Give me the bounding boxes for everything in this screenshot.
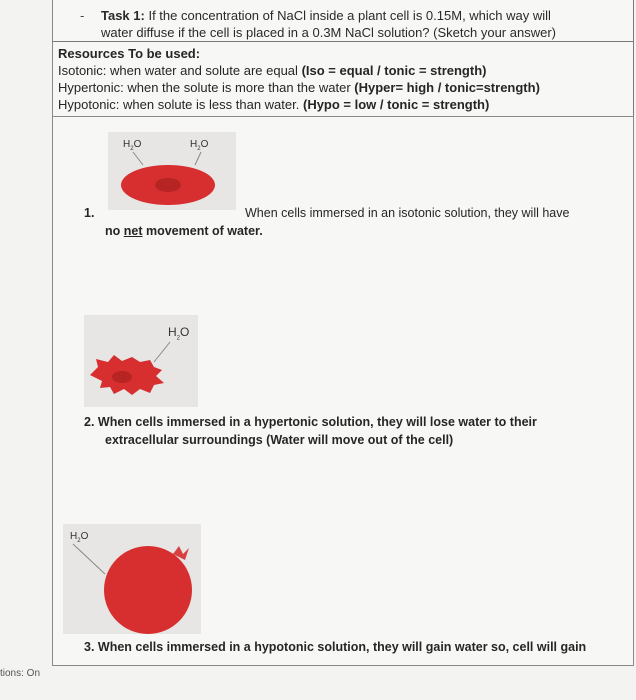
task-label: Task 1: xyxy=(101,8,145,23)
h2o-label: $H_2O$ xyxy=(168,325,190,342)
hypertonic-cell-figure xyxy=(84,315,198,407)
h2o-label: $H_2O$ xyxy=(123,139,142,152)
item-1-line2: no net movement of water. xyxy=(105,224,263,238)
resource-isotonic: Isotonic: when water and solute are equal (Iso = equal / tonic = strength) xyxy=(58,63,487,78)
task-question xyxy=(101,7,621,41)
task-line2: water diffuse if the cell is placed in a 0.3M NaCl solution? (Sketch your answer) xyxy=(101,25,556,40)
h2o-label: $H_2O$ xyxy=(190,139,209,152)
resources-title: Resources To be used: xyxy=(58,46,201,61)
item-2-line2: extracellular surroundings (Water will move out of the cell) xyxy=(105,433,454,447)
item-2-line1: 2. When cells immersed in a hypertonic solution, they will lose water to their xyxy=(84,415,537,429)
item-1-line1: When cells immersed in an isotonic solution, they will have xyxy=(245,206,570,220)
side-tab-label[interactable]: tions: On xyxy=(0,668,41,679)
task-bullet: - xyxy=(80,8,85,23)
hypotonic-cell-figure xyxy=(63,524,201,634)
isotonic-cell-figure xyxy=(108,132,236,210)
task-line1: If the concentration of NaCl inside a plant cell is 0.15M, which way will xyxy=(144,8,551,23)
resource-hypertonic: Hypertonic: when the solute is more than the water (Hyper= high / tonic=strength) xyxy=(58,80,540,95)
resource-hypotonic: Hypotonic: when solute is less than water. (Hypo = low / tonic = strength) xyxy=(58,97,490,112)
h2o-label: $H_2O$ xyxy=(70,531,89,544)
item-1-number: 1. xyxy=(84,206,95,220)
item-3-line1: 3. When cells immersed in a hypotonic solution, they will gain water so, cell will gain xyxy=(84,640,587,654)
